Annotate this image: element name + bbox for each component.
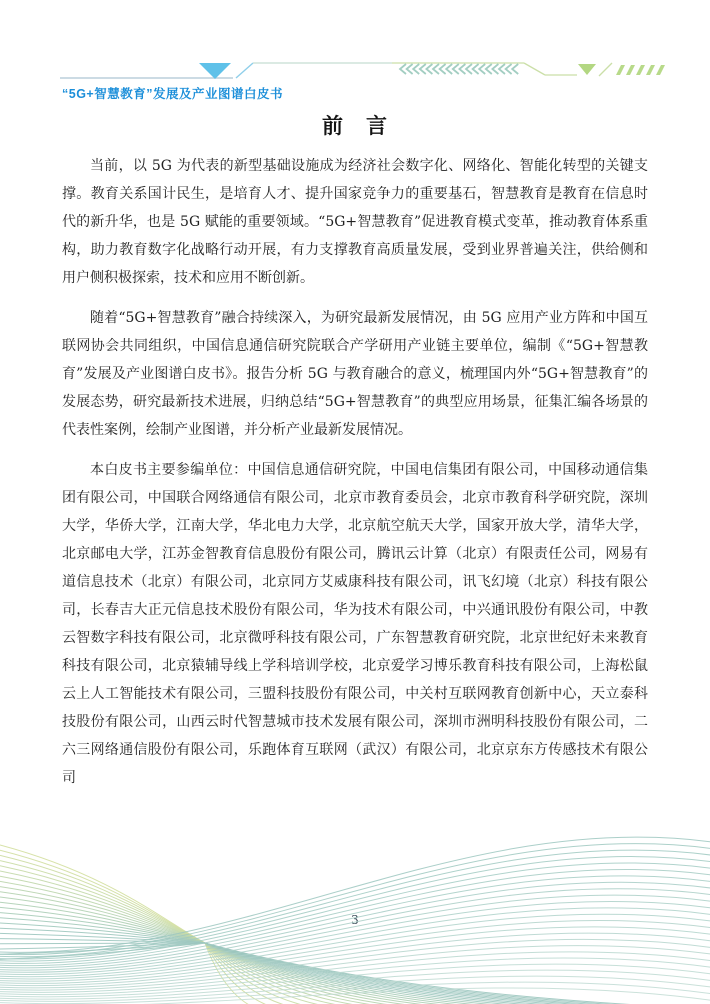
paragraph: 当前，以 5G 为代表的新型基础设施成为经济社会数字化、网络化、智能化转型的关键支撑。教育关系国计民生，是培育人才、提升国家竞争力的重要基石，智慧教育是教育在信息时代的新升华，也是 5G 赋能的重要领域。“5G+智慧教育”促进教育模式变革，推动教育体系重构，助力教育数字化战略行动开展，有力支撑教育高质量发展，受到业界普遍关注，供给侧和用户侧积极探索，技术和应用不断创新。 <box>62 158 648 286</box>
page-title: 前 言 <box>322 115 388 138</box>
document-header-title: “5G+智慧教育”发展及产业图谱白皮书 <box>62 87 283 101</box>
body-text <box>62 152 648 804</box>
triangle-down-icon <box>199 63 231 79</box>
page-number: 3 <box>351 913 359 927</box>
triangle-down-icon <box>578 64 596 75</box>
chevrons-icon <box>400 64 518 74</box>
paragraph: 随着“5G+智慧教育”融合持续深入，为研究最新发展情况，由 5G 应用产业方阵和中国互联网协会共同组织，中国信息通信研究院联合产学研用产业链主要单位，编制《“5G+智慧教育”发展及产业图谱白皮书》。报告分析 5G 与教育融合的意义，梳理国内外“5G+智慧教育”的发展态势，研究最新技术进展，归纳总结“5G+智慧教育”的典型应用场景，征集汇编各场景的代表性案例，绘制产业图谱，并分析产业最新发展情况。 <box>62 310 648 438</box>
paragraph: 本白皮书主要参编单位：中国信息通信研究院，中国电信集团有限公司，中国移动通信集团有限公司，中国联合网络通信有限公司，北京市教育委员会，北京市教育科学研究院，深圳大学，华侨大学，江南大学，华北电力大学，北京航空航天大学，国家开放大学，清华大学，北京邮电大学，江苏金智教育信息股份有限公司，腾讯云计算（北京）有限责任公司，网易有道信息技术（北京）有限公司，北京同方艾威康科技有限公司，讯飞幻境（北京）科技有限公司，长春吉大正元信息技术股份有限公司，华为技术有限公司，中兴通讯股份有限公司，中教云智数字科技有限公司，北京微呼科技有限公司，广东智慧教育研究院，北京世纪好未来教育科技有限公司，北京猿辅导线上学科培训学校，北京爱学习博乐教育科技有限公司，上海松鼠云上人工智能技术有限公司，三盟科技股份有限公司，中关村互联网教育创新中心，天立泰科技股份有限公司，山西云时代智慧城市技术发展有限公司，深圳市洲明科技股份有限公司，二六三网络通信股份有限公司，乐跑体育互联网（武汉）有限公司，北京京东方传感技术有限公司 <box>62 462 648 786</box>
dash-marks-icon <box>616 65 665 75</box>
